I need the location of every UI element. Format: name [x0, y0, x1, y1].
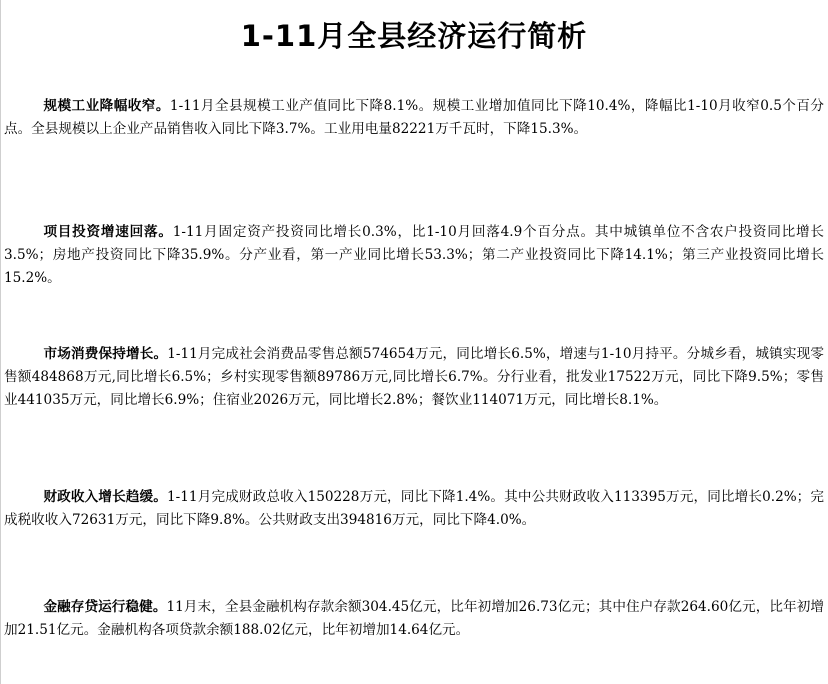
- section-consumption: [4, 343, 824, 412]
- section-investment: [4, 221, 824, 290]
- section-banking: [4, 596, 824, 642]
- section-body-industry: 1-11月全县规模工业产值同比下降8.1%。规模工业增加值同比下降10.4%，降幅比1-10月收窄0.5个百分点。全县规模以上企业产品销售收入同比下降3.7%。工业用电量82221万千瓦时，下降15.3%。: [4, 98, 825, 137]
- section-heading-industry: 规模工业降幅收窄。: [43, 98, 170, 114]
- page-left-border: [0, 0, 1, 684]
- section-industry: [4, 95, 824, 141]
- section-body-banking: 11月末，全县金融机构存款余额304.45亿元，比年初增加26.73亿元；其中住户存款264.60亿元，比年初增加21.51亿元。金融机构各项贷款余额188.02亿元，比年初增加14.64亿元。: [4, 599, 824, 638]
- section-finance: [4, 486, 824, 532]
- section-heading-consumption: 市场消费保持增长。: [43, 346, 168, 362]
- section-heading-finance: 财政收入增长趋缓。: [43, 489, 168, 505]
- section-body-consumption: 1-11月完成社会消费品零售总额574654万元，同比增长6.5%，增速与1-10月持平。分城乡看，城镇实现零售额484868万元,同比增长6.5%；乡村实现零售额89786万元,同比增长6.7%。分行业看，批发业17522万元，同比下降9.5%；零售业441035万元，同比增长6.9%；住宿业2026万元，同比增长2.8%；餐饮业114071万元，同比增长8.1%。: [4, 346, 824, 408]
- section-heading-banking: 金融存贷运行稳健。: [43, 599, 167, 615]
- section-body-finance: 1-11月完成财政总收入150228万元，同比下降1.4%。其中公共财政收入113395万元，同比增长0.2%；完成税收收入72631万元，同比下降9.8%。公共财政支出394816万元，同比下降4.0%。: [4, 489, 824, 528]
- section-heading-investment: 项目投资增速回落。: [43, 224, 173, 240]
- page-title: 1-11月全县经济运行简析: [240, 19, 588, 53]
- section-body-investment: 1-11月固定资产投资同比增长0.3%，比1-10月回落4.9个百分点。其中城镇单位不含农户投资同比增长3.5%；房地产投资同比下降35.9%。分产业看，第一产业同比增长53.3%；第二产业投资同比下降14.1%；第三产业投资同比增长15.2%。: [4, 224, 824, 286]
